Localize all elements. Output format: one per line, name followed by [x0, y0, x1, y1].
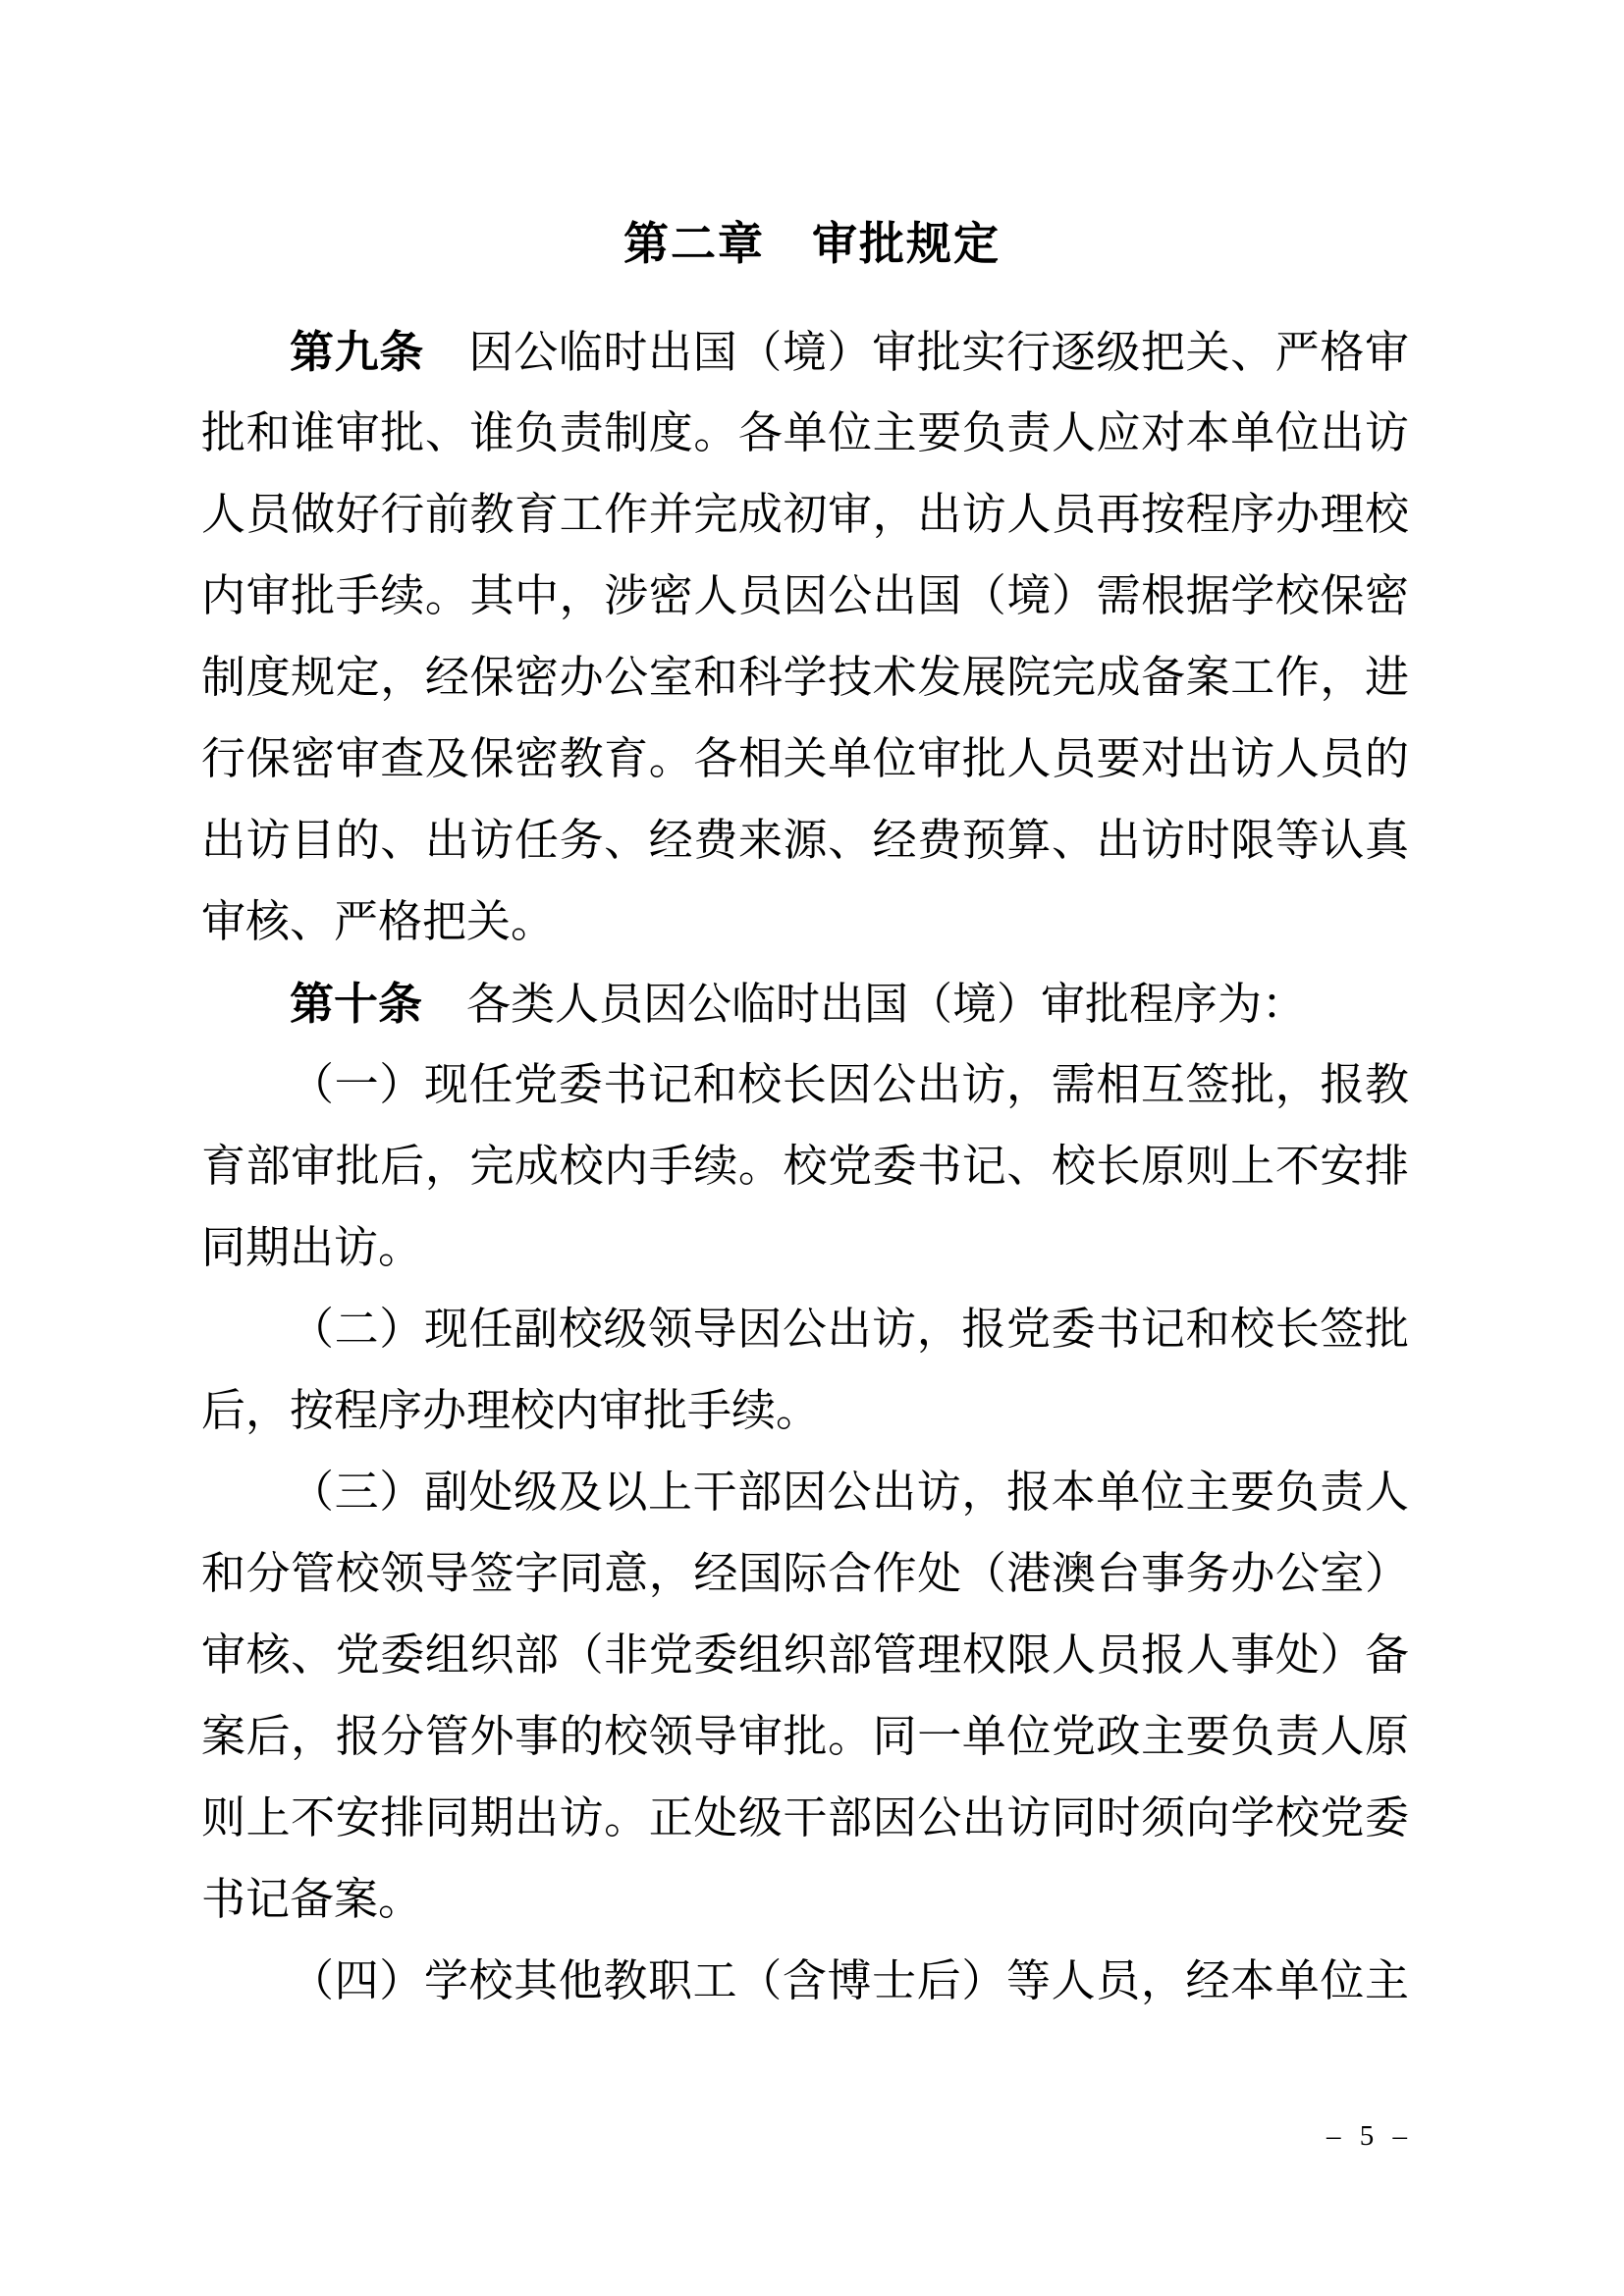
- body-text: 制度规定，经保密办公室和科学技术发展院完成备案工作，进: [201, 653, 1409, 702]
- text-line: [201, 1615, 1409, 1696]
- body-text: 书记备案。: [201, 1875, 423, 1924]
- text-line: [201, 963, 1409, 1044]
- chapter-title: 第二章 审批规定: [623, 218, 1001, 269]
- body-text: 育部审批后，完成校内手续。校党委书记、校长原则上不安排: [201, 1142, 1409, 1191]
- body-text: （三）副处级及以上干部因公出访，报本单位主要负责人: [290, 1468, 1409, 1517]
- body-text: 行保密审查及保密教育。各相关单位审批人员要对出访人员的: [201, 734, 1409, 783]
- body-text: 案后，报分管外事的校领导审批。同一单位党政主要负责人原: [201, 1712, 1409, 1761]
- body-text: 出访目的、出访任务、经费来源、经费预算、出访时限等认真: [201, 816, 1409, 865]
- text-line: [201, 1207, 1409, 1289]
- body-text: 各类人员因公临时出国（境）审批程序为：: [422, 980, 1307, 1029]
- body-text: （二）现任副校级领导因公出访，报党委书记和校长签批: [290, 1305, 1409, 1354]
- body-text: 和分管校领导签字同意，经国际合作处（港澳台事务办公室）: [201, 1549, 1409, 1598]
- body-text: 审核、党委组织部（非党委组织部管理权限人员报人事处）备: [201, 1630, 1409, 1680]
- article-label: 第九条: [290, 327, 424, 377]
- text-line: [201, 1941, 1409, 2022]
- text-line: [201, 393, 1409, 474]
- text-line: [201, 311, 1409, 393]
- body-text: 人员做好行前教育工作并完成初审，出访人员再按程序办理校: [201, 490, 1409, 539]
- text-line: [201, 800, 1409, 881]
- article-label: 第十条: [290, 979, 423, 1029]
- body-text: 内审批手续。其中，涉密人员因公出国（境）需根据学校保密: [201, 571, 1409, 620]
- body-text: 则上不安排同期出访。正处级干部因公出访同时须向学校党委: [201, 1793, 1409, 1842]
- text-line: [201, 1289, 1409, 1370]
- body-text: 批和谁审批、谁负责制度。各单位主要负责人应对本单位出访: [201, 408, 1409, 457]
- document-body: [201, 311, 1409, 2022]
- text-line: [201, 1370, 1409, 1452]
- text-line: [201, 1778, 1409, 1859]
- body-text: 因公临时出国（境）审批实行逐级把关、严格审: [423, 328, 1409, 377]
- text-line: [201, 1859, 1409, 1941]
- text-line: [201, 474, 1409, 556]
- text-line: [201, 637, 1409, 719]
- text-line: [201, 1533, 1409, 1615]
- body-text: 同期出访。: [201, 1223, 423, 1272]
- text-line: [201, 719, 1409, 800]
- body-text: （一）现任党委书记和校长因公出访，需相互签批，报教: [290, 1060, 1409, 1109]
- text-line: [201, 1044, 1409, 1126]
- body-text: 后，按程序办理校内审批手续。: [201, 1386, 821, 1435]
- body-text: 审核、严格把关。: [201, 897, 556, 946]
- text-line: [201, 556, 1409, 637]
- text-line: [201, 1126, 1409, 1207]
- text-line: [201, 881, 1409, 963]
- text-line: [201, 1696, 1409, 1778]
- page-number: – 5 –: [1326, 2120, 1413, 2152]
- text-line: [201, 1452, 1409, 1533]
- body-text: （四）学校其他教职工（含博士后）等人员，经本单位主: [290, 1956, 1409, 2005]
